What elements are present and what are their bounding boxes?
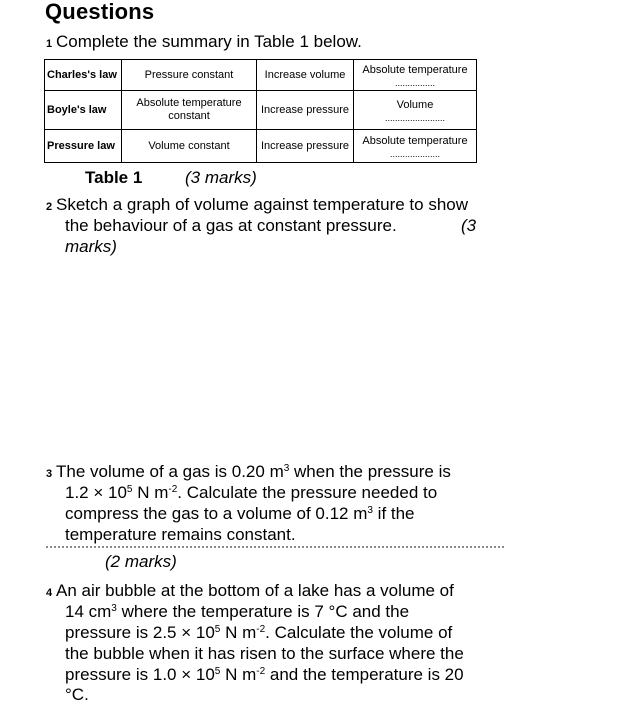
question-1-text: Complete the summary in Table 1 below. [56,32,362,51]
exponent: 3 [367,505,373,516]
change-cell: Increase pressure [257,130,354,163]
table-caption: Table 1 [85,168,143,187]
question-4-line-3 [65,622,452,643]
question-3-text: The volume of a gas is 0.20 m [56,462,284,481]
question-4-line-5 [65,664,464,685]
text-fragment: 1.2 × 10 [65,483,127,502]
question-number: 2 [46,201,53,213]
text-fragment: where the temperature is 7 °C and the [116,602,410,621]
question-3-marks: (2 marks) [105,552,177,571]
question-3-line-3 [65,503,415,524]
effect-label: Volume [396,98,434,111]
exponent: -2 [168,484,178,495]
exponent: -2 [256,666,266,677]
exponent: 3 [111,603,117,614]
question-3-text: when the pressure is [289,462,451,481]
summary-table [44,59,477,163]
effect-label: Absolute temperature [362,134,468,147]
question-2-marks-cont: marks) [65,237,117,256]
table-row [45,60,477,91]
text-fragment: if the [372,504,415,523]
law-name: Charles's law [45,60,122,91]
question-number: 4 [46,587,53,599]
text-fragment: compress the gas to a volume of 0.12 m [65,504,368,523]
exponent: 5 [126,484,133,495]
question-number: 1 [46,38,53,50]
change-cell: Increase pressure [257,91,354,130]
change-cell: Increase volume [257,60,354,91]
exponent: -2 [256,624,266,635]
question-4-line-4: the bubble when it has risen to the surface where the [65,644,464,663]
question-2-line-2: the behaviour of a gas at constant pressure. [65,216,397,235]
question-number: 3 [46,468,53,480]
law-name: Boyle's law [45,91,122,130]
text-fragment: . Calculate the volume of [265,623,453,642]
question-2-line-1: Sketch a graph of volume against temperature to show [56,195,469,214]
exponent: 5 [214,624,221,635]
answer-blank[interactable]: ................ [394,77,435,88]
text-fragment: 14 cm [65,602,112,621]
text-fragment: N m [132,483,169,502]
text-fragment: . Calculate the pressure needed to [177,483,438,502]
question-4-line-6: °C. [65,685,89,704]
dotted-divider [46,546,504,548]
table-row [45,130,477,163]
law-name: Pressure law [45,130,122,163]
constant-cell: Absolute temperature constant [122,91,257,130]
question-4-line-2 [65,601,409,622]
text-fragment: N m [220,665,257,684]
effect-cell [354,91,477,130]
question-1-marks: (3 marks) [185,168,257,187]
effect-label: Absolute temperature [362,63,468,76]
exponent: 3 [283,463,290,474]
question-3-line-2 [65,482,437,503]
question-1 [46,31,362,55]
text-fragment: and the temperature is 20 [265,665,464,684]
question-2-marks: (3 [461,216,477,235]
text-fragment: pressure is 2.5 × 10 [65,623,215,642]
question-4-line-1: An air bubble at the bottom of a lake has a volume of [56,581,454,600]
answer-blank[interactable]: .................... [389,148,440,159]
table-row [45,91,477,130]
page-title: Questions [45,0,155,24]
answer-blank[interactable]: ........................ [384,112,445,123]
constant-cell: Volume constant [122,130,257,163]
effect-cell [354,60,477,91]
text-fragment: pressure is 1.0 × 10 [65,665,215,684]
effect-cell [354,130,477,163]
exponent: 5 [214,666,221,677]
question-3-line-4: temperature remains constant. [65,525,296,544]
constant-cell: Pressure constant [122,60,257,91]
text-fragment: N m [220,623,257,642]
